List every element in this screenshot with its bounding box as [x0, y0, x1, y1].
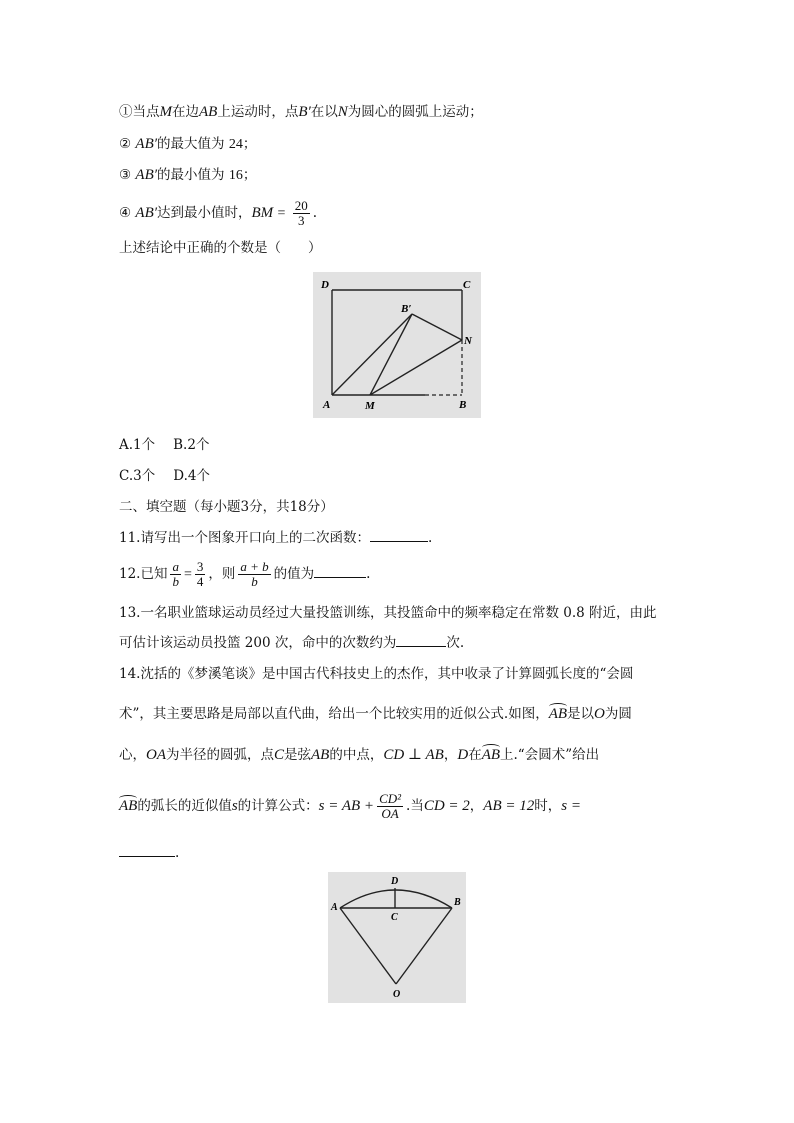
fraction-a-b: $\frac{a}{b}$ [172, 559, 179, 589]
label-Bprime: B′ [401, 303, 412, 315]
fraction-20-3: $\frac{20}{3}$ [294, 198, 308, 228]
question-stem: 上述结论中正确的个数是（ ） [119, 240, 322, 256]
option-c: C.3个 [119, 468, 156, 484]
figure-rectangle-fold [313, 272, 481, 418]
question-14-line-1: 14.沈括的《梦溪笔谈》是中国古代科技史上的杰作，其中收录了计算圆弧长度的“会圆 [119, 666, 634, 682]
figure-1-diagram [313, 272, 481, 418]
label-B: B [459, 399, 467, 411]
label-C: C [463, 279, 471, 291]
figure-arc-sector [328, 872, 466, 1003]
statement-4: ④ AB′达到最小值时，BM = $\frac{20}{3}$ . [119, 198, 317, 228]
question-14-line-4: AB的弧长的近似值s的计算公式：s = AB + $\frac{\text{CD²}}{OA}$ .当CD = 2，AB = 12时，s = [119, 791, 581, 821]
label-B: B [454, 897, 461, 908]
statement-3: ③ AB′的最小值为 16； [119, 167, 257, 183]
statement-number: ① [119, 104, 133, 120]
answer-blank [370, 528, 428, 542]
label-C: C [391, 912, 398, 923]
answer-blank [119, 843, 175, 857]
option-a: A.1个 [119, 437, 156, 453]
fraction-apb-b: $\frac{a + b}{b}$ [240, 559, 269, 589]
option-d: D.4个 [173, 468, 210, 484]
question-14-answer: . [119, 843, 179, 863]
options-row-2 [119, 466, 210, 486]
label-M: M [365, 400, 375, 412]
label-D: D [391, 876, 399, 887]
fraction-3-4: $\frac{3}{4}$ [196, 559, 204, 589]
label-A: A [323, 399, 331, 411]
option-b: B.2个 [173, 437, 210, 453]
question-11: 11.请写出一个图象开口向上的二次函数： . [119, 530, 433, 546]
question-12: 12.已知 $\frac{a}{b}$ = $\frac{3}{4}$ ，则 $\frac{a + b}{b}$ 的值为 . [119, 559, 371, 589]
question-13-line-1: 13.一名职业篮球运动员经过大量投篮训练，其投篮命中的频率稳定在常数 0.8 附近，由此 [119, 605, 657, 621]
question-14-line-3: 心，OA为半径的圆弧，点C是弦AB的中点，CD ⊥ AB，D在AB上.“会圆术”给出 [119, 747, 600, 763]
label-A: A [331, 902, 338, 913]
answer-blank [314, 564, 366, 578]
statement-2: ② AB′的最大值为 24； [119, 136, 257, 152]
label-O: O [393, 989, 401, 1000]
statement-1: ①当点M在边AB上运动时，点B′在以N为圆心的圆弧上运动； [119, 104, 483, 120]
figure-2-diagram [328, 872, 466, 1003]
answer-blank [396, 633, 446, 647]
question-13-line-2: 可估计该运动员投篮 200 次，命中的次数约为 次. [119, 635, 465, 651]
label-D: D [321, 279, 329, 291]
options-row-1 [119, 435, 209, 455]
section-title: 二、填空题（每小题3分，共18分） [119, 499, 334, 515]
label-N: N [464, 335, 472, 347]
question-14-line-2: 术”，其主要思路是局部以直代曲，给出一个比较实用的近似公式.如图，AB是以O为圆 [119, 706, 632, 722]
fraction-cd2-oa: $\frac{\text{CD²}}{OA}$ [379, 791, 402, 821]
